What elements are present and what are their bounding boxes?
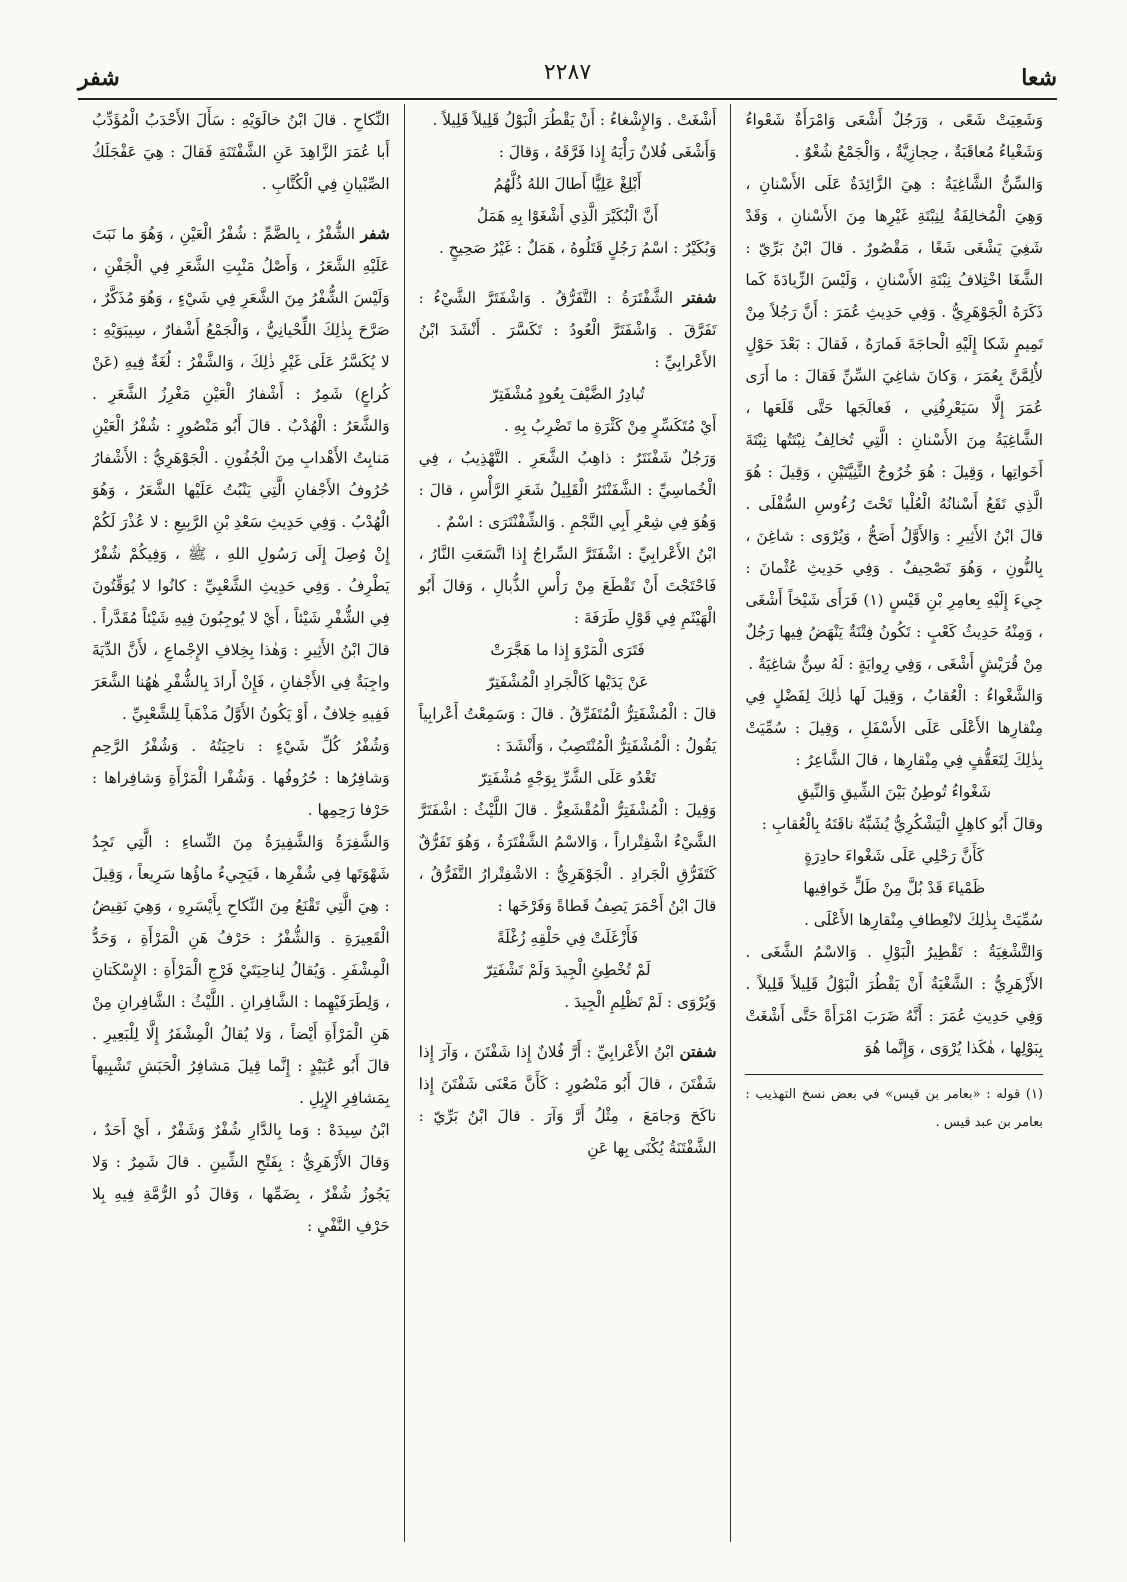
- verse-line: أَنَّ الْبُكَيْرَ الَّذِي أَشْغَوْا بِهِ هَمَلُ: [476, 207, 659, 225]
- paragraph: وَبُكَيْرٌ : اسْمُ رَجُلٍ قَتَلُوهُ ، هَمَلٌ : غَيْرُ صَحِيحٍ .: [438, 239, 717, 257]
- paragraph: أَيْ مُتَكَسِّرٍ مِنْ كَثْرَةِ ما تَضْرِبُ بِهِ .: [503, 417, 717, 435]
- paragraph: النِّكاحِ . قالَ ابْنُ خالَوَيْهِ : سَأَلَ الأَحْدَبُ الْمُؤَدِّبُ أَبا عُمَرَ الزَّاهِدَ عَنِ الشَّفْتَنَةِ فَقالَ : هِيَ عَفْجَلَكُ الصِّبْيانِ فِي الْكُتَّابِ .: [91, 111, 390, 193]
- verse-line: لَمْ تُخْطِئِ الْجِيدَ وَلَمْ تَشْفَتِرّ: [484, 961, 651, 979]
- paragraph: وَرَجُلٌ شَفْنَتَرٌ : ذاهِبُ الشَّعَرِ . التَّهْذِيبُ ، فِي الْخُماسِيِّ : الشَّفَنْتَرُ الْقَلِيلُ شَعَرِ الرَّأْسِ ، قالَ : وَهُوَ فِي شِعْرِ أَبِي النَّجْمِ . وَالشِّفْنْتَرَى : اسْمٌ .: [418, 449, 717, 531]
- text-columns: [78, 104, 1057, 1542]
- paragraph: وَشُفْرُ كُلِّ شَيْءٍ : ناحِيَتُهُ . وَشُفْرُ الرَّحِمِ وَشافِرُها : حُرُوفُها . وَشُفْرا الْمَرْأَةِ وَشافِراها : حَرْفا رَحِمِها .: [91, 737, 390, 819]
- paragraph: وَالشَّغْواءُ : الْعُقابُ ، وَقِيلَ لَها ذٰلِكَ لِفَضْلٍ فِي مِنْقارِها الأَعْلَى عَلَى الأَسْفَلِ ، وَقِيلَ : سُمِّيَتْ بِذٰلِكَ لِتَعَقُّفٍ فِي مِنْقارِها ، قالَ الشَّاعِرُ :: [745, 687, 1043, 769]
- paragraph: وَالشَّفِرَةُ وَالشَّفِيرَةُ مِنَ النِّساءِ : الَّتِي تَجِدُ شَهْوَتَها فِي شُفْرِها ، فَيَجِيءُ ماؤُها سَرِيعاً ، وَقِيلَ : هِيَ الَّتِي تَقْنَعُ مِنَ النِّكاحِ بِأَيْسَرِهِ ، وَهِيَ نَقِيضُ الْقَعِيرَةِ . وَالشُّفْرُ : حَرْفُ هَنِ الْمَرْأَةِ ، وَحَدُّ الْمِشْفَرِ . وَيُقالُ لِناحِيَتَيْ فَرْجِ الْمَرْأَةِ : الإِسْكَتانِ ، وَلِطَرَفَيْهِما : الشَّافِرانِ . اللَّيْثُ : الشَّافِرانِ مِنْ هَنِ الْمَرْأَةِ أَيْضاً ، وَلا يُقالُ الْمِشْفَرُ إِلَّا لِلْبَعِيرِ . قالَ أَبُو عُبَيْدٍ : إِنَّما قِيلَ مَشافِرُ الْحَبَشِ تَشْبِيهاً بِمَشافِرِ الإِبِلِ .: [91, 833, 390, 1107]
- column-right: [731, 104, 1057, 1542]
- page-number: ٢٢٨٧: [543, 60, 592, 85]
- verse-line: عَنْ يَدَيْها كَالْجَرادِ الْمُشْفَتِرّ: [486, 673, 649, 691]
- verse-line: كَأَنَّ رَحْلِي عَلَى شَغْواءَ حادِرَةٍ: [804, 847, 985, 865]
- paragraph: وَالتَّشْغِيَةُ : تَقْطِيرُ الْبَوْلِ . وَالاسْمُ الشَّغَى . الأَزْهَرِيُّ : الشَّغْيَةُ أَنْ يَقْطُرَ الْبَوْلُ قَلِيلاً قَلِيلاً . وَفِي حَدِيثِ عُمَرَ : أَنَّهُ ضَرَبَ امْرَأَةً حَتَّى أَشْغَتْ بِبَوْلِها ، هٰكَذا يُرْوَى ، وَإِنَّما هُوَ: [745, 943, 1043, 1057]
- entry-text: الشَّفْتَرَةُ : التَّفَرُّقُ . وَاشْفَتَرَّ الشَّيْءُ : تَفَرَّقَ . وَاشْفَتَرَّ الْعُودُ : تَكَسَّرَ . أَنْشَدَ ابْنُ الأَعْرابِيِّ :: [418, 289, 717, 371]
- header-word-right: شعا: [1021, 65, 1057, 91]
- verse-line: تُبادِرُ الضَّيْفَ بِعُودٍ مُشْفَتِرّ: [490, 385, 645, 403]
- paragraph: أَشْغَتْ . وَالإِشْغاءُ : أَنْ يَقْطُرَ الْبَوْلُ قَلِيلاً قَلِيلاً .: [432, 111, 717, 129]
- entry-headword: شفتن: [679, 1043, 717, 1061]
- header-word-left: شفر: [78, 65, 120, 91]
- dictionary-entry: [92, 218, 390, 730]
- paragraph: ابْنُ الأَعْرابِيِّ : اشْفَتَرَّ السِّراجُ إِذا اتَّسَعَتِ النَّارُ ، فَاحْتَجْتَ أَنْ تَقْطَعَ مِنْ رَأْسِ الذُّبالِ ، وَقالَ أَبُو الْهَيْثَمِ فِي قَوْلِ طَرَفَةَ :: [418, 545, 717, 627]
- paragraph: وقالَ أَبُو كاهِلٍ الْيَشْكُرِيُّ يُشَبِّهُ ناقَتَهُ بِالْعُقابِ :: [761, 815, 1043, 833]
- verse-line: ظَمْياءَ قَدْ بُلَّ مِنْ طَلٍّ خَوافِيها: [803, 879, 986, 897]
- column-middle: [405, 104, 732, 1542]
- entry-text: الشُّفْرُ ، بِالضَّمِّ : شُفْرُ الْعَيْنِ ، وَهُوَ ما نَبَتَ عَلَيْهِ الشَّعَرُ ، وَأَصْلُ مَنْبِتِ الشَّعَرِ فِي الْجَفْنِ ، وَلَيْسَ الشُّفْرُ مِنَ الشَّعَرِ فِي شَيْءٍ ، وَهُوَ مُذَكَّرٌ ، صَرَّحَ بِذٰلِكَ اللِّحْيانِيُّ ، وَالْجَمْعُ أَشْفارٌ ، سِيبَوَيْهِ : لا يُكَسَّرُ عَلَى غَيْرِ ذٰلِكَ ، وَالشَّفْرُ : لُغَةٌ فِيهِ (عَنْ كُراعٍ) شَمِرٌ : أَشْفارُ الْعَيْنِ مَغْرِزُ الشَّعَرِ . وَالشَّعَرُ : الْهُدْبُ . قالَ أَبُو مَنْصُورٍ : شُفْرُ الْعَيْنِ مَنابِتُ الأَهْدابِ مِنَ الْجُفُونِ . الْجَوْهَرِيُّ : الأَشْفارُ حُرُوفُ الأَجْفانِ الَّتِي يَنْبُتُ عَلَيْها الشَّعَرُ ، وَهُوَ الْهُدْبُ . وَفِي حَدِيثِ سَعْدِ بْنِ الرَّبِيعِ : لا عُذْرَ لَكُمْ إِنْ وُصِلَ إِلَى رَسُولِ اللهِ ، ﷺ ، وَفِيكُمْ شُفْرٌ يَطْرِفُ . وَفِي حَدِيثِ الشَّعْبِيِّ : كانُوا لا يُوَقِّتُونَ فِي الشُّفْرِ شَيْئاً ، أَيْ لا يُوجِبُونَ فِيهِ شَيْئاً مُقَدَّراً . قالَ ابْنُ الأَثِيرِ : وَهٰذا بِخِلافِ الإِجْماعِ ، لأَنَّ الدِّيَةَ واجِبَةٌ فِي الأَجْفانِ ، فَإِنْ أَرادَ بِالشُّفْرِ هٰهُنا الشَّعَرَ فَفِيهِ خِلافٌ ، أَوْ يَكُونُ الأَوَّلُ مَذْهَباً لِلشَّعْبِيِّ .: [91, 225, 390, 723]
- paragraph: وَيُرْوَى : لَمْ تَظْلِمِ الْجِيدَ .: [564, 993, 717, 1011]
- dictionary-entry: [419, 1036, 717, 1164]
- paragraph: سُمِّيَتْ بِذٰلِكَ لانْعِطافِ مِنْقارِها الأَعْلَى .: [804, 911, 1043, 929]
- verse-line: فَأَزْغَلَتْ فِي حَلْقِهِ زُغْلَةً: [496, 929, 639, 947]
- entry-headword: شفتر: [682, 289, 717, 307]
- verse-line: أَبْلِغْ عَلِيًّا أَطالَ اللهُ ذُلَّهُمُ: [493, 175, 642, 193]
- verse-line: تَغْدُو عَلَى الشَّرِّ بِوَجْهٍ مُشْفَتِرّ: [479, 769, 656, 787]
- page-header: [78, 58, 1057, 100]
- verse-line: فَتَرَى الْمَرْوَ إِذا ما هَجَّرَتْ: [490, 641, 645, 659]
- paragraph: وَأَشْغَى فُلانٌ رَأْيَهُ إِذا فَرَّقَهُ ، وَقالَ :: [498, 143, 717, 161]
- paragraph: وَقِيلَ : الْمُشْفَتِرُّ الْمُقْشَعِرُّ . قالَ اللَّيْثُ : اشْفَتَرَّ الشَّيْءُ اشْفِتْراراً ، وَالاسْمُ الشَّفْتَرَةُ ، وَهُوَ تَفَرُّقٌ كَتَفَرُّقِ الْجَرادِ . الْجَوْهَرِيُّ : الاشْفِتْرارُ التَّفَرُّقُ ، قالَ ابْنُ أَحْمَرَ يَصِفُ قَطاةً وَفَرْخَها :: [418, 801, 717, 915]
- column-left: [78, 104, 405, 1542]
- dictionary-entry: [419, 282, 717, 378]
- verse-line: شَغْواءُ تُوطِنُ بَيْنَ الشِّيقِ وَالنِّيقِ: [797, 783, 992, 801]
- paragraph: ابْنُ سِيدَهْ : وَما بِالدَّارِ شُفْرٌ وَشَفْرٌ ، أَيْ أَحَدٌ ، وَقالَ الأَزْهَرِيُّ : بِفَتْحِ الشِّينِ . قالَ شَمِرٌ : وَلا يَجُوزُ شُفْرٌ ، بِضَمِّها ، وَقالَ ذُو الرُّمَّةِ فِيهِ بِلا حَرْفِ النَّفْيِ :: [91, 1121, 390, 1235]
- paragraph: وَشَعِيَتْ شَعًى ، وَرَجُلٌ أَشْعَى وَامْرَأَةٌ شَعْواءُ وَشَغْياءُ مُعاقَبَةٌ ، حِجازِيَّةٌ ، وَالْجَمْعُ شُغْوٌ .: [745, 111, 1043, 161]
- paragraph: وَالسِّنُّ الشَّاغِيَةُ : هِيَ الزَّائِدَةُ عَلَى الأَسْنانِ ، وَهِيَ الْمُخالِفَةُ لِنِبْتَةِ غَيْرِها مِنَ الأَسْنانِ ، وَقَدْ شَغِيَ يَشْغَى شَغًا ، مَقْصُورٌ . قالَ ابْنُ بَرِّيّ : الشَّغَا اخْتِلافُ نِبْتَةِ الأَسْنانِ ، وَلَيْسَ الزِّيادَةَ كَما ذَكَرَهُ الْجَوْهَرِيُّ . وَفِي حَدِيثِ عُمَرَ : أَنَّ رَجُلاً مِنْ تَمِيمٍ شَكا إِلَيْهِ الْحاجَةَ فَمارَهُ ، فَقالَ : بَعْدَ حَوْلٍ لأُلِمَّنَّ بِعُمَرَ ، وَكانَ شاغِيَ السِّنِّ فَقالَ : ما أَرَى عُمَرَ إِلَّا سَيَعْرِفُنِي ، فَعالَجَها حَتَّى قَلَعَها ، الشَّاغِيَةُ مِنَ الأَسْنانِ : الَّتِي تُخالِفُ نِبْتَتُها نِبْتَةَ أَخَواتِها ، وَقِيلَ : هُوَ خُرُوجُ الثَّنِيَّتَيْنِ ، وَقِيلَ : هُوَ الَّذِي تَقَعُ أَسْنانُهُ الْعُلْيا تَحْتَ رُءُوسِ السُّفْلَى . قالَ ابْنُ الأَثِيرِ : وَالأَوَّلُ أَصَحُّ ، وَيُرْوَى : شاغِنَ ، بِالنُّونِ ، وَهُوَ تَصْحِيفٌ . وَفِي حَدِيثِ عُثْمانَ : جِيءَ إِلَيْهِ بِعامِرِ بْنِ قَيْسٍ (١) فَرَأَى شَيْخاً أَشْغَى ، وَمِنْهُ حَدِيثُ كَعْبٍ : تَكُونُ فِتْنَةٌ يَنْهَضُ فِيها رَجُلٌ مِنْ قُرَيْشٍ أَشْغَى ، وَفِي رِوايَةٍ : لَهُ سِنٌّ شاغِيَةٌ .: [745, 175, 1044, 673]
- footnote: (١) قوله : «بعامر بن قيس» في بعض نسخ التهذيب : بعامر بن عبد قيس .: [745, 1074, 1043, 1137]
- entry-headword: شفر: [360, 225, 390, 243]
- paragraph: قالَ : الْمُشْفَتِرُّ الْمُتَفَرِّقُ . قالَ : وَسَمِعْتُ أَعْرابِياً يَقُولُ : الْمُشْفَتِرُّ الْمُنْتَصِبُ ، وَأَنْشَدَ :: [418, 705, 717, 755]
- entry-text: ابْنُ الأَعْرابِيِّ : أَرَّ فُلانٌ إِذا شَفْتَنَ ، وَآرَ إِذا شَفْتَنَ ، قالَ أَبُو مَنْصُورٍ : كَأَنَّ مَعْنَى شَفْتَنَ إِذا ناكَحَ وَجامَعَ ، مِثْلُ أَرَّ وَآرَ . قالَ ابْنُ بَرِّيّ : الشَّفْتَنَةُ يُكْنَى بِها عَنِ: [418, 1043, 717, 1157]
